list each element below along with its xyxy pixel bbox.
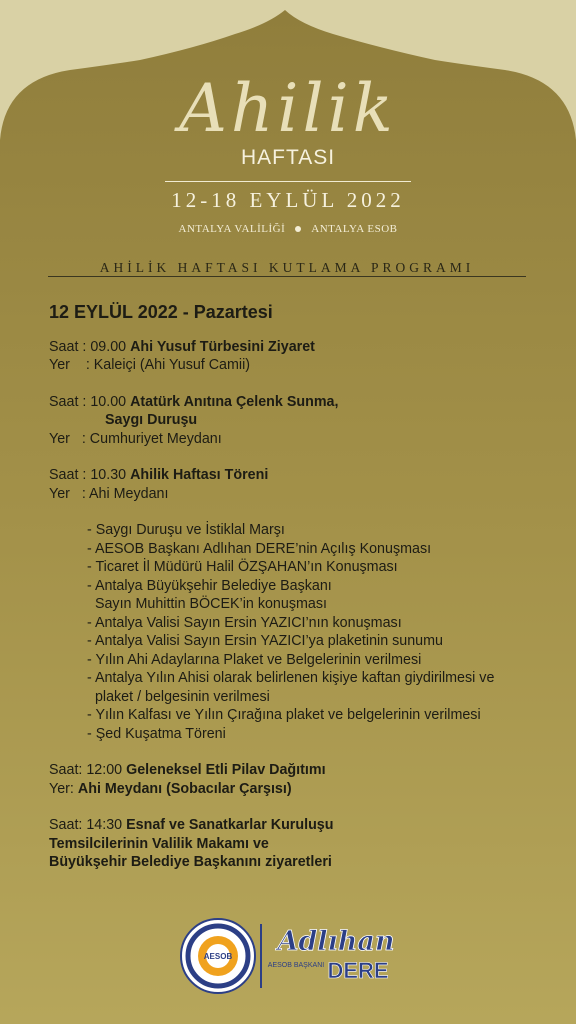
signature-role: AESOB BAŞKANI: [267, 962, 325, 969]
aesob-logo: [178, 916, 258, 996]
list-item: - Antalya Valisi Sayın Ersin YAZICI’nın konuşması: [87, 614, 402, 631]
list-item: - AESOB Başkanı Adlıhan DERE’nin Açılış Konuşması: [87, 540, 432, 557]
program-rule: [48, 276, 526, 277]
list-item: - Antalya Büyükşehir Belediye Başkanı: [87, 577, 332, 594]
organizers: [0, 223, 576, 235]
program-content: [49, 303, 549, 872]
event-5-time: Saat: 14:30 Esnaf ve Sanatkarlar Kuruluşu: [49, 817, 334, 833]
list-item: Sayın Muhittin BÖCEK’in konuşması: [87, 596, 327, 612]
event-2-time: Saat : 10.00 Atatürk Anıtına Çelenk Sunma,: [49, 393, 339, 410]
list-item: - Yılın Kalfası ve Yılın Çırağına plaket ve belgelerinin verilmesi: [87, 707, 481, 723]
header-rule: [165, 181, 411, 182]
ceremony-list: [87, 521, 549, 743]
aesob-logo-text: AESOB: [203, 952, 233, 961]
separator-dot-icon: [295, 226, 301, 232]
program-title: AHİLİK HAFTASI KUTLAMA PROGRAMI: [99, 260, 475, 275]
list-item: - Şed Kuşatma Töreni: [87, 725, 226, 742]
list-item: - Ticaret İl Müdürü Halil ÖZŞAHAN’ın Konuşması: [87, 559, 398, 575]
event-2-place: Yer : Cumhuriyet Meydanı: [49, 430, 222, 447]
event-3-time: Saat : 10.30 Ahilik Haftası Töreni: [49, 467, 269, 483]
list-item: - Antalya Valisi Sayın Ersin YAZICI’ya plaketinin sunumu: [87, 633, 443, 649]
event-1-place: Yer : Kaleiçi (Ahi Yusuf Camii): [49, 357, 251, 373]
haftasi-subtitle: HAFTASI: [240, 146, 336, 169]
signature-first-name: Adlıhan: [277, 926, 395, 957]
event-3-title: Ahilik Haftası Töreni: [130, 467, 269, 483]
event-5-title-cont: Büyükşehir Belediye Başkanını ziyaretleri: [49, 854, 332, 870]
aesob-logo-year: 1966: [212, 979, 224, 985]
footer-divider: [260, 924, 262, 988]
list-item: - Antalya Yılın Ahisi olarak belirlenen kişiye kaftan giydirilmesi ve: [87, 670, 495, 686]
footer-logos: [176, 918, 406, 998]
event-5-title: Esnaf ve Sanatkarlar Kuruluşu: [126, 817, 334, 833]
org-esob: ANTALYA ESOB: [311, 223, 398, 235]
event-1-time: Saat : 09.00 Ahi Yusuf Türbesini Ziyaret: [49, 338, 315, 355]
event-dates: 12-18 EYLÜL 2022: [171, 188, 405, 212]
list-item: - Saygı Duruşu ve İstiklal Marşı: [87, 522, 285, 538]
event-2-title-cont: Saygı Duruşu: [105, 412, 198, 428]
signature-last-name: DERE: [327, 958, 389, 983]
event-4-place: Yer: Ahi Meydanı (Sobacılar Çarşısı): [49, 780, 292, 797]
org-valilik: ANTALYA VALİLİĞİ: [178, 223, 286, 235]
list-item: plaket / belgesinin verilmesi: [87, 688, 270, 705]
event-5-title-cont: Temsilcilerinin Valilik Makamı ve: [49, 835, 269, 852]
event-4-title: Geleneksel Etli Pilav Dağıtımı: [126, 762, 326, 778]
date-heading: 12 EYLÜL 2022 - Pazartesi: [49, 302, 273, 322]
event-3-place: Yer : Ahi Meydanı: [49, 485, 169, 502]
list-item: - Yılın Ahi Adaylarına Plaket ve Belgelerinin verilmesi: [87, 651, 422, 668]
event-1-title: Ahi Yusuf Türbesini Ziyaret: [130, 338, 315, 355]
signature-logo: [266, 920, 406, 994]
event-4-time: Saat: 12:00 Geleneksel Etli Pilav Dağıtımı: [49, 762, 326, 778]
event-2-title: Atatürk Anıtına Çelenk Sunma,: [130, 393, 339, 410]
ahilik-script-title: Ahilik: [179, 70, 397, 147]
